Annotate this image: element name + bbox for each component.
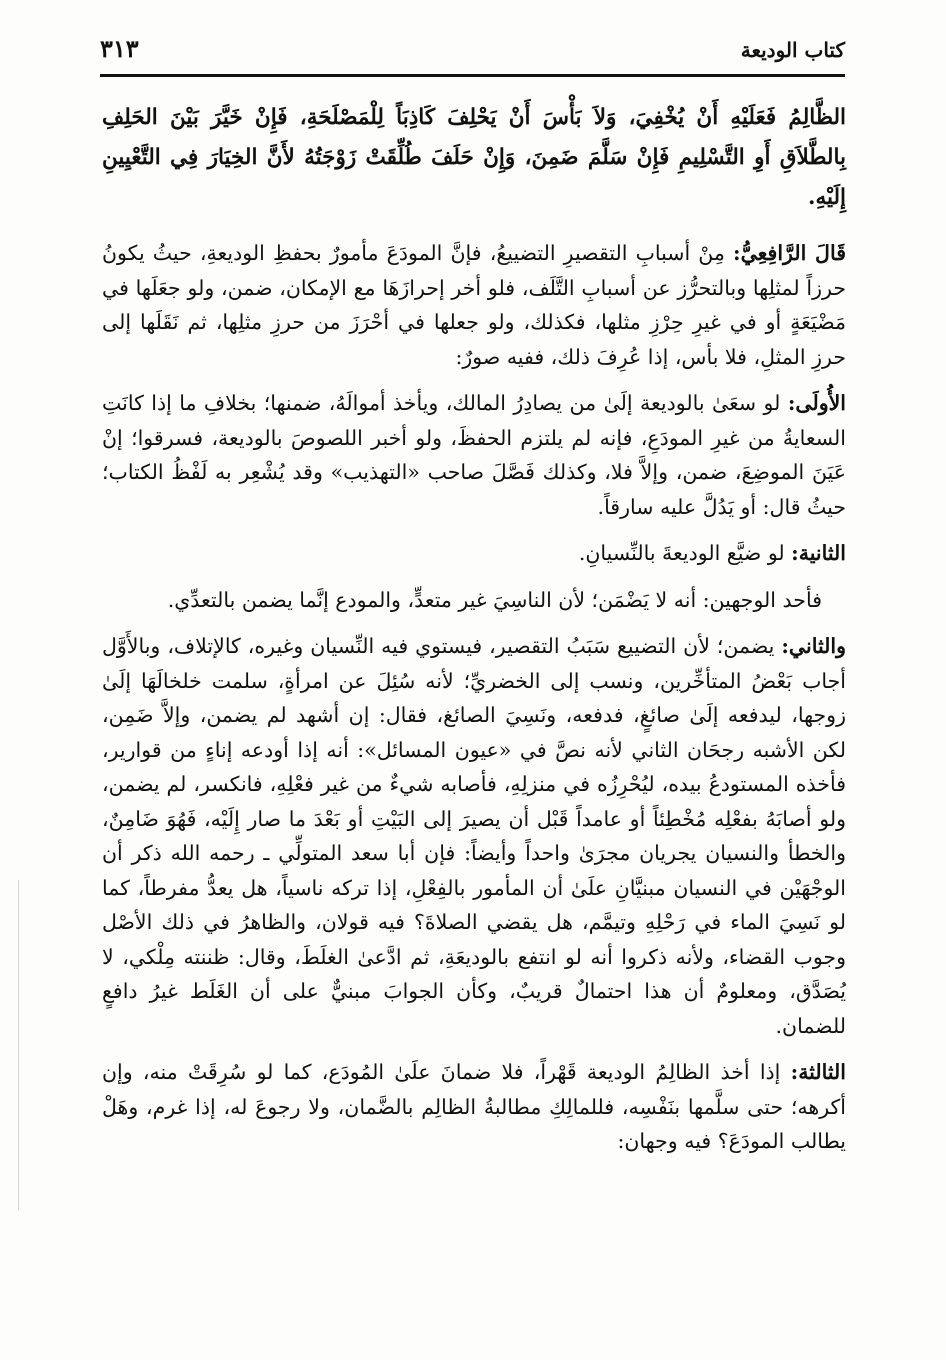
page-header bbox=[100, 34, 845, 77]
paragraph-rafii bbox=[102, 236, 846, 374]
paragraph-second-view bbox=[102, 629, 846, 1043]
paragraph-text: يضمن؛ لأن التضييع سَبَبُ التقصير، فيستوي فيه النِّسيان وغيره، كالإتلاف، وبالأَوَّل أجاب بَعْضُ المتأخِّرين، ونسب إلى الخضريِّ؛ لأنه سُئِلَ عن امرأةٍ، سلمت خلخالَهَا إلَىٰ زوجها، ليدفعه إلَىٰ صائغٍ، فدفعه، ونَسِيَ الصائغ، فقال: إن أشهد لم يضمن، وإلاَّ ضَمِن، لكن الأشبه رجحَان الثاني لأنه نصَّ في «عيون المسائل»: أنه إذا أودعه إناءٍ من قوارير، فأخذه المستودعُ بيده، ليُحْرِزُه في منزلِهِ، فأصابه شيءٌ من غير فعْلِهِ، فانكسر، لم يضمن، ولو أصابَهُ بفعْلِه مُخْطِئاً أو عامداً قَبْل أن يصيرَ إلى البَيْتِ أو بَعْدَ ما صار إِلَيْه، فَهُوَ ضَامِنٌ، والخطأ والنسيان يجريان مجرَىٰ واحداً وأيضاً: فإن أبا سعد المتولِّي ـ رحمه الله ذكر أن الوجْهَيْن في النسيان مبنيَّانِ علَىٰ أن المأمور بالفِعْلِ، إذا تركه ناسياً، هل يعدُّ مفرطاً، كما لو نَسِيَ الماء في رَحْلِهِ وتيمَّم، هل يقضي الصلاةَ؟ فيه قولان، والظاهرُ في ذلك الأصْل وجوب القضاء، ولأنه ذكروا أنه لو انتفع بالوديعَةِ، ثم ادَّعىٰ الغلَطَ، وقال: ظننته مِلْكي، لا يُصَدَّق، ومعلومٌ أن هذا احتمالٌ قريبٌ، وكأن الجوابَ مبنيٌّ على أن الغَلَط غيرُ دافعٍ للضمان. bbox=[102, 634, 846, 1038]
paragraph-lead: الثانية: bbox=[791, 541, 846, 565]
paragraph-lead: قَالَ الرَّافِعِيُّ: bbox=[733, 241, 846, 265]
paragraph-lead: الأُولَى: bbox=[787, 391, 846, 415]
page-number: ٣١٣ bbox=[100, 34, 139, 63]
paragraph-text: لو ضيَّع الوديعةَ بالنِّسيانِ. bbox=[578, 541, 792, 565]
paragraph-lead: الثالثة: bbox=[790, 1060, 846, 1084]
paragraph-text: لو سعَىٰ بالوديعة إلَىٰ من يصادِرُ المالك، ويأخذ أموالَهُ، ضمنها؛ بخلافِ ما إذا كانَتِ السعايةُ من غيرِ المودَعِ، فإنه لم يلتزم الحفظَ، ولو أخبر اللصوصَ بالوديعة، فسرقوا؛ إنْ عَيَنَ الموضِعَ، ضمن، وإلاَّ فلا، وكذلك فَصَّلَ صاحب «التهذيب» وقد يُشْعِر به لَفْظُ الكتاب؛ حيثُ قال: أو يَدُلَّ عليه سارقاً. bbox=[102, 391, 846, 519]
paragraph-lead: والثاني: bbox=[781, 634, 846, 658]
paragraph-text: إذا أخذ الظالِمُ الوديعة قَهْراً، فلا ضمانَ علَىٰ المُودَع، كما لو سُرِقَتْ منه، وإن أكرهه؛ حتى سلَّمها بنَفْسِه، فللمالِكِ مطالبةُ الظالِم بالضَّمان، ولا رجوعَ له، إذا غرم، وهَلْ يطالب المودَعَ؟ فيه وجهان: bbox=[102, 1060, 846, 1153]
running-title: كتاب الوديعة bbox=[740, 38, 845, 62]
paragraph-first-view bbox=[102, 583, 846, 618]
paragraph-text: فأحد الوجهين: أنه لا يَضْمَن؛ لأن الناسِيَ غير متعدٍّ، والمودع إنَّما يضمن بالتعدِّي. bbox=[167, 587, 822, 612]
paragraph-third bbox=[102, 1055, 846, 1159]
scan-margin-line bbox=[18, 880, 19, 1210]
paragraph-second bbox=[102, 536, 846, 571]
page-body bbox=[102, 98, 846, 1171]
paragraph-text: مِنْ أسبابِ التقصيرِ التضييعُ، فإنَّ المودَعَ مأمورٌ بحفظِ الوديعةِ، حيثُ يكونُ حرزاً لمثلِها وبالتحرُّز عن أسبابِ التَّلَف، فلو أخر إحرازَهَا مع الإمكان، ضمن، ولو جعَلَها في مَضْيَعَةٍ أو في غيرِ حِرْزِ مثلها، فكذلك، ولو جعلها في أحْرَزَ من حرزِ مثلِها، ثم نَقَلَها إلى حرزِ المثلِ، فلا بأس، إذا عُرِفَ ذلك، ففيه صورٌ: bbox=[102, 241, 846, 369]
paragraph-first bbox=[102, 386, 846, 524]
matn-text: الظَّالِمُ فَعَلَيْهِ أَنْ يُخْفِيَ، وَلاَ بَأْسَ أَنْ يَحْلِفَ كَاذِبَاً لِلْمَصْلَحَةِ، فَإِنْ خَيَّرَ بَيْنَ الحَلِفِ بِالطَّلاَقِ أَوِ التَّسْلِيمِ فَإِنْ سَلَّمَ ضَمِنَ، وَإِنْ حَلَفَ طُلِّقَتْ زَوْجَتُهُ لأَنَّ الخِيَارَ فِي التَّعْيِينِ إِلَيْهِ. bbox=[102, 105, 846, 210]
